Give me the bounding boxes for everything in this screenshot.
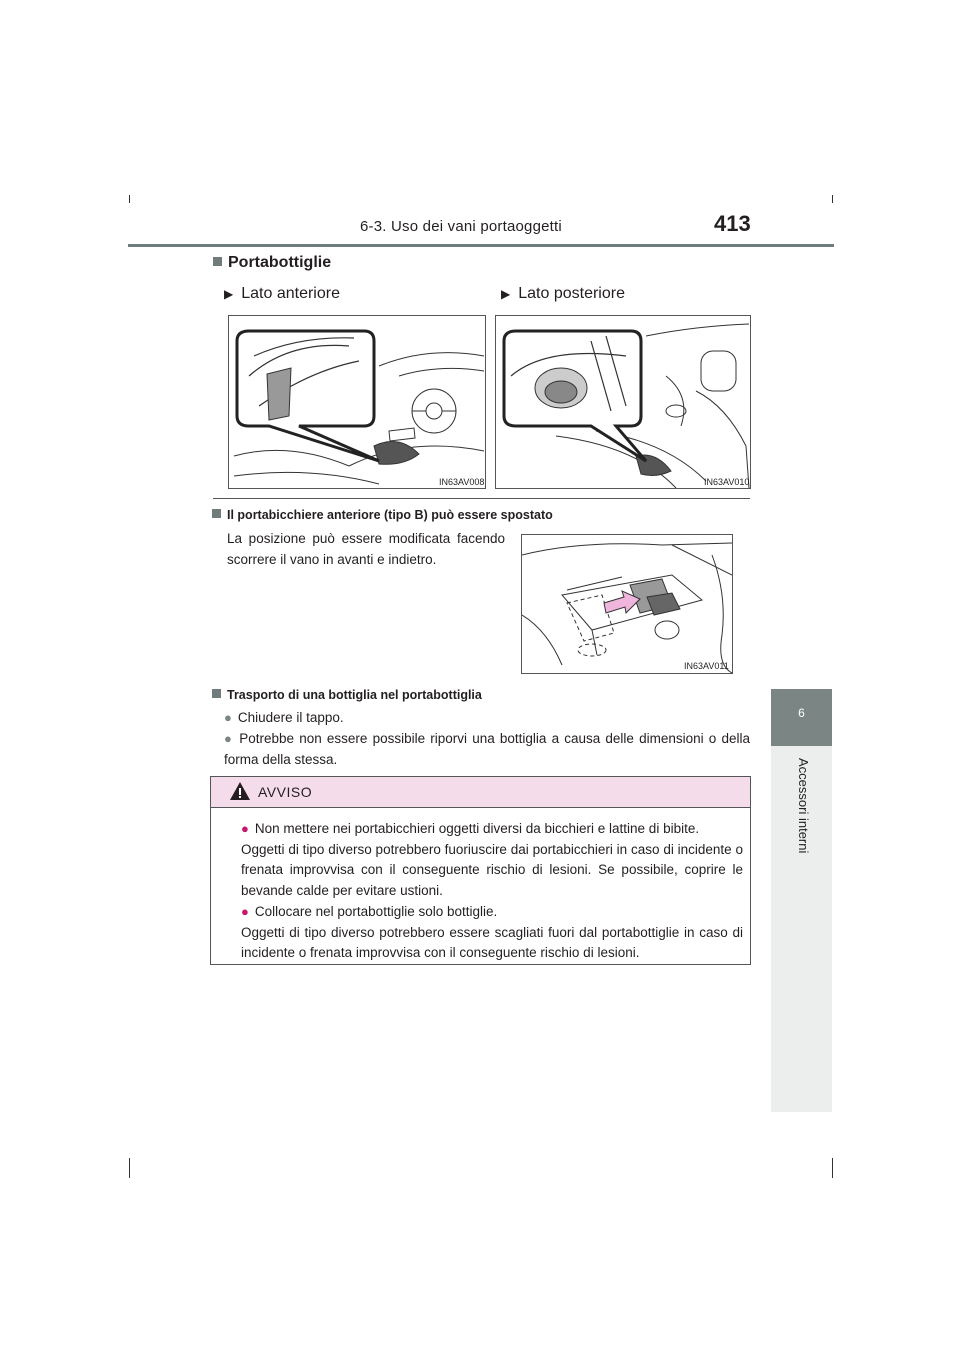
figure-code: IN63AV008 <box>439 477 485 487</box>
crop-mark <box>832 195 833 203</box>
bottle-transport-heading: Trasporto di una bottiglia nel portabottiglia <box>212 688 482 702</box>
crop-mark <box>832 1158 833 1178</box>
warning-triangle-icon <box>229 781 251 801</box>
warning-item: ● Non mettere nei portabicchieri oggetti diversi da bicchieri e lattine di bibite. Oggetti di tipo diverso potrebbero fuoriuscire dai portabicchieri in caso di incidente o frenata improvvisa con il conseguente rischio di lesioni. Se possibile, coprire le bevande calde per evitare ustioni. <box>241 821 743 898</box>
crop-mark <box>129 1158 130 1178</box>
crop-mark <box>129 195 130 203</box>
front-side-label: ▶ Lato anteriore <box>224 285 340 302</box>
bottle-transport-item: ● Potrebbe non essere possibile riporvi una bottiglia a causa delle dimensioni o della forma della stessa. <box>224 731 750 767</box>
bottle-transport-item: ● Chiudere il tappo. <box>224 710 344 725</box>
rear-door-drawing <box>496 316 750 488</box>
round-bullet-icon: ● <box>224 731 234 746</box>
dashboard-drawing <box>229 316 485 488</box>
square-bullet-icon <box>212 689 221 698</box>
figure-code: IN63AV011 <box>684 661 729 671</box>
chapter-label: Accessori interni <box>796 758 811 854</box>
console-drawing <box>522 535 732 673</box>
rear-bottle-holder-illustration <box>495 315 751 489</box>
round-bullet-icon: ● <box>224 710 232 725</box>
section-divider <box>213 498 750 499</box>
front-bottle-holder-illustration <box>228 315 486 489</box>
warning-header <box>211 777 750 808</box>
header-rule <box>128 244 834 247</box>
movable-cupholder-heading: Il portabicchiere anteriore (tipo B) può essere spostato <box>212 508 553 522</box>
rear-side-label: ▶ Lato posteriore <box>501 285 625 302</box>
section-title: 6-3. Uso dei vani portaoggetti <box>360 218 562 235</box>
page-number: 413 <box>714 211 751 236</box>
round-bullet-icon: ● <box>241 904 249 919</box>
warning-box <box>210 776 751 965</box>
round-bullet-icon: ● <box>241 821 249 836</box>
square-bullet-icon <box>212 509 221 518</box>
movable-cupholder-text: La posizione può essere modificata facendo scorrere il vano in avanti e indietro. <box>227 531 505 567</box>
triangle-arrow-icon: ▶ <box>501 287 511 301</box>
warning-title: AVVISO <box>258 784 313 800</box>
chapter-number: 6 <box>798 706 805 720</box>
triangle-arrow-icon: ▶ <box>224 287 234 301</box>
figure-code: IN63AV010 <box>704 477 750 487</box>
square-bullet-icon <box>213 257 222 266</box>
warning-item: ● Collocare nel portabottiglie solo bottiglie. Oggetti di tipo diverso potrebbero essere scagliati fuori dal portabottiglie in caso di incidente o frenata improvvisa con il conseguente rischio di lesioni. <box>241 904 743 960</box>
sliding-cupholder-illustration <box>521 534 733 674</box>
bottle-holders-heading: Portabottiglie <box>213 254 331 272</box>
